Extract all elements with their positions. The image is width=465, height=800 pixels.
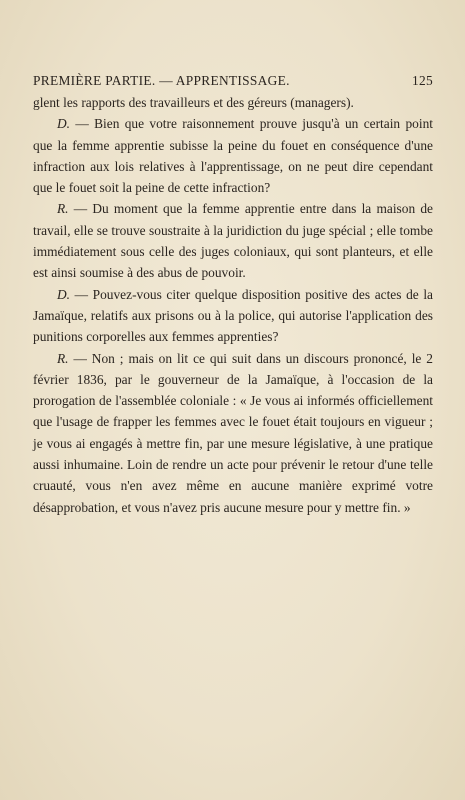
speaker-label: R. (57, 350, 69, 366)
paragraph (33, 198, 433, 283)
body-text (33, 92, 433, 518)
paragraph (33, 113, 433, 198)
paragraph-text: — Bien que votre raisonnement prouve jusqu'à un certain point que la femme apprentie subisse la peine du fouet en conséquence d'une infraction aux lois relatives à l'apprentissage, on ne peut dire cependant que le fouet soit la peine de cette infraction? (33, 116, 433, 196)
paragraph (33, 284, 433, 348)
speaker-label: R. (57, 201, 69, 217)
speaker-label: D. (57, 116, 71, 132)
speaker-label: D. (57, 286, 71, 302)
paragraph-text: — Pouvez-vous citer quelque disposition positive des actes de la Jamaïque, relatifs aux prisons ou à la police, qui autorise l'application des punitions corporelles aux femmes apprenties? (33, 286, 433, 345)
running-header (33, 73, 433, 89)
paragraph (33, 348, 433, 518)
running-title: PREMIÈRE PARTIE. — APPRENTISSAGE. (33, 73, 290, 88)
paragraph-text: — Du moment que la femme apprentie entre dans la maison de travail, elle se trouve soustraite à la juridiction du juge spécial ; elle tombe immédiatement sous celle des juges coloniaux, qui sont planteurs, et elle est ainsi soumise à des abus de pouvoir. (33, 201, 433, 281)
page-number: 125 (412, 73, 433, 88)
paragraph-text: — Non ; mais on lit ce qui suit dans un discours prononcé, le 2 février 1836, par le gouverneur de la Jamaïque, à l'occasion de la prorogation de l'assemblée coloniale : « Je vous ai informés officiellement que l'usage de frapper les femmes avec le fouet était toujours en vigueur ; je vous ai engagés à mettre fin, par une mesure législative, à une pratique aussi inhumaine. Loin de rendre un acte pour prévenir le retour d'une telle cruauté, vous n'en avez même en aucune manière exprimé votre désapprobation, et vous n'avez pris aucune mesure pour y mettre fin. » (33, 350, 433, 515)
paragraph-text: glent les rapports des travailleurs et des géreurs (managers). (33, 95, 354, 110)
paragraph (33, 92, 433, 113)
